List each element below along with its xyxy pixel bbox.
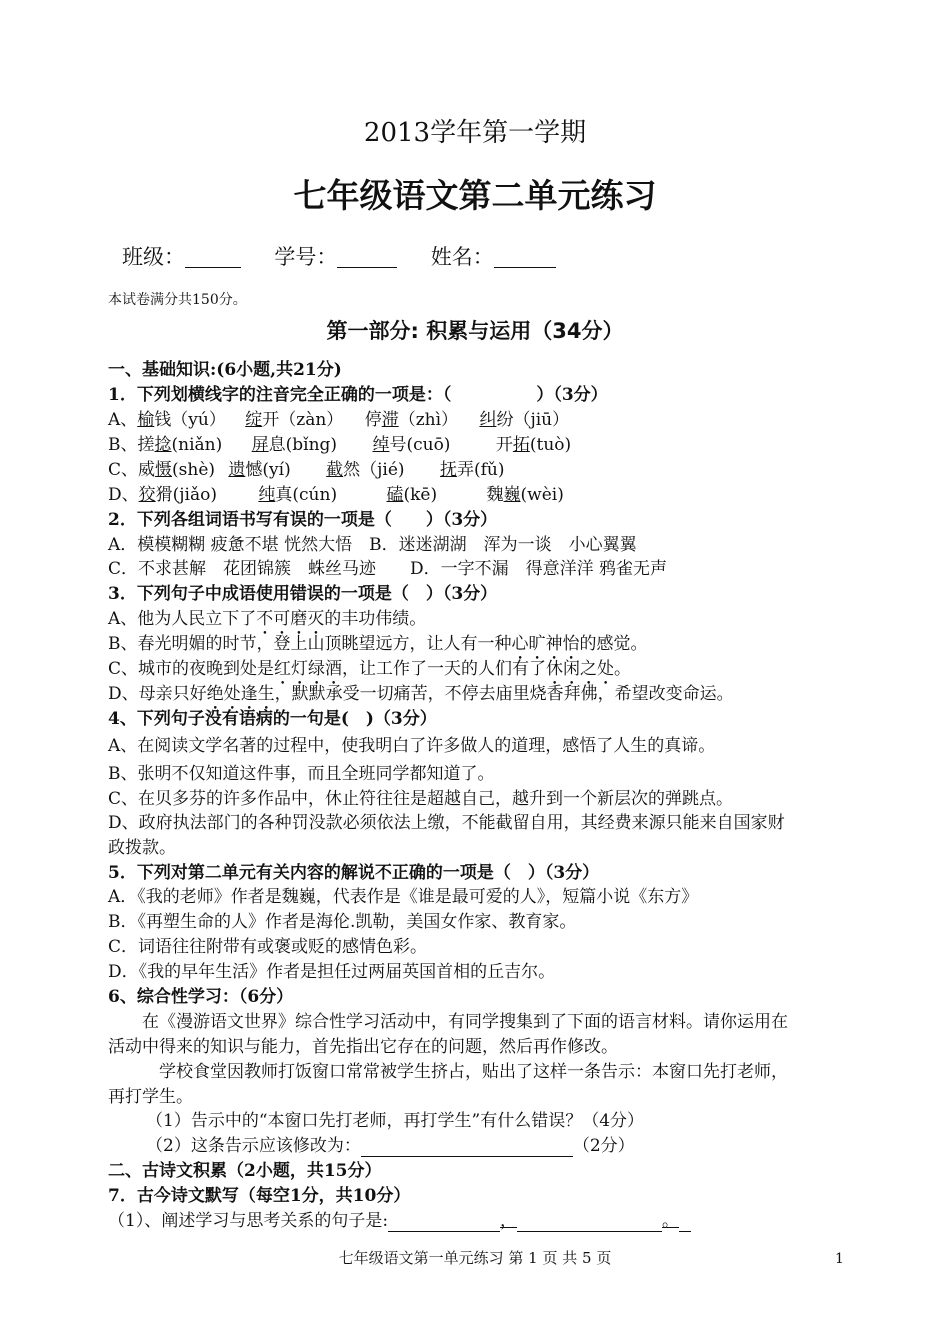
q6-para2-line2: 再打学生。 (108, 1087, 193, 1107)
q2-options-ab: A．模模糊糊 疲惫不堪 恍然大悟 B．迷迷湖湖 浑为一谈 小心翼翼 (108, 535, 637, 555)
q5-option-c: C．词语往往附带有或褒或贬的感情色彩。 (108, 937, 428, 957)
q3-option-d: D、母亲只好绝处逢生，默默承受一切痛苦，不停去庙里烧香拜佛，希望改变命运。 (108, 684, 734, 704)
q4-option-d: D、政府执法部门的各种罚没款必须依法上缴，不能截留自用，其经费来源只能来自国家财 (108, 813, 785, 833)
q1-option-d: D、狡猾(jiǎo) 纯真(cún) 磕(kē) 魏巍(wèi) (108, 485, 564, 505)
q1-option-c: C、威慑(shè) 遗憾(yí) 截然（jié) 抚弄(fǔ) (108, 460, 505, 480)
page-title: 七年级语文第二单元练习 (293, 176, 657, 215)
id-blank (337, 249, 397, 268)
q5-option-d: D．《我的早年生活》作者是担任过两届英国首相的丘吉尔。 (108, 962, 556, 982)
q7-blank-2 (517, 1213, 662, 1232)
q4-option-b: B、张明不仅知道这件事，而且全班同学都知道了。 (108, 764, 495, 784)
section2-heading: 二、古诗文积累（2小题，共15分） (108, 1161, 382, 1181)
q7-subquestion-1: （1）、阐述学习与思考关系的句子是: ， 。 (108, 1210, 691, 1232)
q2-stem: 2．下列各组词语书写有误的一项是（ ）（3分） (108, 510, 498, 530)
q4-stem: 4、下列句子没有语病的一句是( )（3分） (108, 709, 437, 729)
q3-option-c: C、城市的夜晚到处是红灯绿酒，让工作了一天的人们有了休闲之处。 (108, 659, 632, 679)
q2-options-cd: C．不求甚解 花团锦簇 蛛丝马迹 D．一字不漏 得意洋洋 鸦雀无声 (108, 559, 668, 579)
class-label: 班级： (122, 245, 185, 269)
q6-para2-line1: 学校食堂因教师打饭窗口常常被学生挤占，贴出了这样一条告示：本窗口先打老师， (108, 1062, 788, 1082)
q7-blank-1 (388, 1213, 500, 1232)
q7-stem: 7．古今诗文默写（每空1分，共10分） (108, 1186, 411, 1206)
q6-stem: 6、综合性学习：（6分） (108, 987, 294, 1007)
q4-option-d-cont: 政拨款。 (108, 838, 176, 858)
q5-option-b: B．《再塑生命的人》作者是海伦.凯勒，美国女作家、教育家。 (108, 912, 577, 932)
q3-option-b: B、春光明媚的时节，登上山顶眺望远方，让人有一种心旷神怡的感觉。 (108, 634, 648, 654)
q1-option-b: B、搓捻(niǎn) 屏息(bǐng) 绰号(cuō) 开拓(tuò) (108, 435, 572, 455)
q3-option-a: A、他为人民立下了不可磨灭的丰功伟绩。 (108, 609, 427, 629)
page-footer: 七年级语文第一单元练习 第 1 页 共 5 页 (338, 1249, 612, 1267)
part1-title: 第一部分: 积累与运用（34分） (326, 319, 624, 343)
term-heading: 2013学年第一学期 (363, 118, 587, 148)
section1-heading: 一、基础知识:(6小题,共21分) (108, 360, 342, 380)
q3-stem: 3．下列句子中成语使用错误的一项是（ ）（3分） (108, 584, 498, 604)
q6-para1-line2: 活动中得来的知识与能力，首先指出它存在的问题，然后再作修改。 (108, 1037, 618, 1057)
q6-para1-line1: 在《漫游语文世界》综合性学习活动中，有同学搜集到了下面的语言材料。请你运用在 (108, 1012, 788, 1032)
student-info-row (122, 246, 556, 268)
q4-option-c: C、在贝多芬的许多作品中，休止符往往是超越自己，越升到一个新层次的弹跳点。 (108, 789, 734, 809)
class-blank (185, 249, 241, 268)
q5-stem: 5．下列对第二单元有关内容的解说不正确的一项是（ ）（3分） (108, 863, 600, 883)
page-number: 1 (835, 1251, 844, 1267)
name-blank (494, 249, 556, 268)
score-note: 本试卷满分共150分。 (108, 292, 247, 308)
name-label: 姓名： (430, 245, 494, 269)
id-label: 学号： (274, 245, 338, 269)
q1-stem: 1．下列划横线字的注音完全正确的一项是：（ ）（3分） (108, 385, 608, 405)
q6-subquestion-2: （2）这条告示应该修改为： （2分） (146, 1136, 635, 1156)
q6-answer-blank (361, 1138, 573, 1157)
q1-option-a: A、榆钱（yú） 绽开（zàn） 停滞（zhì） 纠纷（jiū） (108, 410, 570, 430)
q4-option-a: A、在阅读文学名著的过程中，使我明白了许多做人的道理，感悟了人生的真谛。 (108, 736, 716, 756)
q6-subquestion-1: （1）告示中的“本窗口先打老师，再打学生”有什么错误？（4分） (146, 1111, 645, 1131)
q5-option-a: A．《我的老师》作者是魏巍，代表作是《谁是最可爱的人》，短篇小说《东方》 (108, 887, 699, 907)
